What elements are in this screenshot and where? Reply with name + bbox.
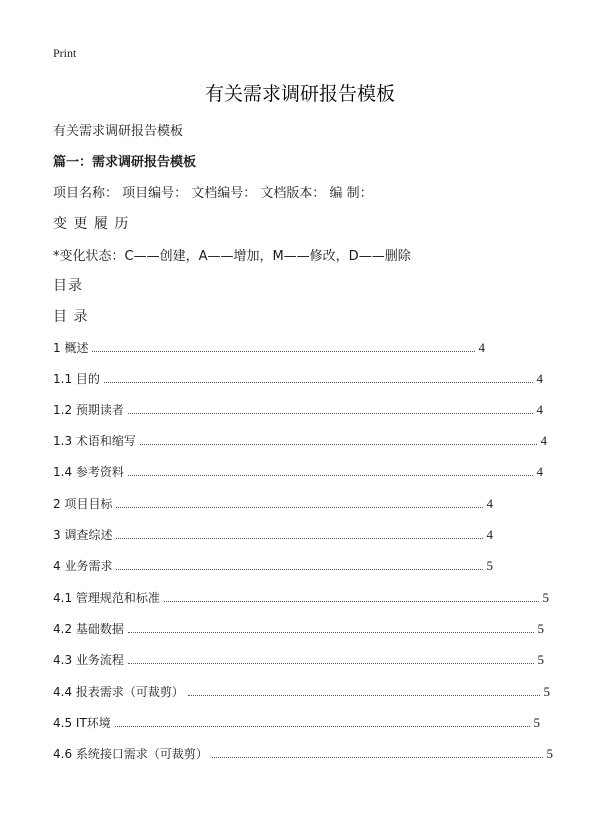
toc-entry-label: 4.4 报表需求（可裁剪） <box>53 685 184 699</box>
toc-row[interactable] <box>53 431 547 449</box>
toc-heading: 目 录 <box>53 309 89 325</box>
change-history-heading: 变 更 履 历 <box>53 216 130 232</box>
toc-page-number: 4 <box>486 496 493 511</box>
toc-page-number: 4 <box>536 402 543 417</box>
fields-line: 项目名称： 项目编号： 文档编号： 文档版本： 编 制： <box>53 186 373 201</box>
toc-row[interactable] <box>53 400 543 418</box>
toc-page-number: 4 <box>536 371 543 386</box>
toc-leader <box>140 444 537 445</box>
toc-leader <box>128 475 533 476</box>
toc-page-number: 5 <box>537 621 544 636</box>
change-legend: *变化状态：C——创建，A——增加，M——修改，D——删除 <box>53 249 411 264</box>
toc-entry-label: 1.3 术语和缩写 <box>53 434 136 448</box>
toc-leader <box>128 413 533 414</box>
toc-row[interactable] <box>53 556 493 574</box>
toc-row[interactable] <box>53 338 485 356</box>
toc-entry-label: 4.2 基础数据 <box>53 622 124 636</box>
toc-leader <box>188 695 540 696</box>
document-title: 有关需求调研报告模板 <box>204 83 395 105</box>
toc-row[interactable] <box>53 744 553 762</box>
toc-page-number: 5 <box>537 652 544 667</box>
toc-leader <box>128 663 534 664</box>
toc-entry-label: 1 概述 <box>53 341 89 355</box>
toc-page-number: 4 <box>486 527 493 542</box>
toc-page-number: 5 <box>542 590 549 605</box>
toc-entry-label: 1.4 参考资料 <box>53 465 124 479</box>
toc-leader <box>116 507 482 508</box>
toc-entry-label: 1.2 预期读者 <box>53 403 124 417</box>
toc-row[interactable] <box>53 462 543 480</box>
toc-page-number: 5 <box>533 715 540 730</box>
toc-row[interactable] <box>53 682 550 700</box>
toc-leader <box>92 351 474 352</box>
toc-leader <box>116 538 482 539</box>
toc-page-number: 5 <box>546 746 553 761</box>
toc-row[interactable] <box>53 369 543 387</box>
toc-entry-label: 1.1 目的 <box>53 372 100 386</box>
subtitle: 有关需求调研报告模板 <box>53 124 184 139</box>
toc-row[interactable] <box>53 525 493 543</box>
toc-leader <box>128 632 534 633</box>
toc-row[interactable] <box>53 713 540 731</box>
toc-leader <box>164 601 539 602</box>
toc-label: 目录 <box>53 278 83 294</box>
toc-row[interactable] <box>53 650 544 668</box>
toc-entry-label: 4.3 业务流程 <box>53 653 124 667</box>
toc-leader <box>115 726 530 727</box>
toc-leader <box>116 569 482 570</box>
toc-row[interactable] <box>53 619 544 637</box>
toc-entry-label: 4 业务需求 <box>53 559 113 573</box>
toc-page-number: 5 <box>543 684 550 699</box>
toc-entry-label: 4.5 IT环境 <box>53 716 111 730</box>
section-heading: 篇一：需求调研报告模板 <box>53 155 197 170</box>
toc-page-number: 5 <box>486 558 493 573</box>
toc-page-number: 4 <box>536 464 543 479</box>
toc-row[interactable] <box>53 588 549 606</box>
toc-entry-label: 4.6 系统接口需求（可裁剪） <box>53 747 208 761</box>
toc-page-number: 4 <box>478 340 485 355</box>
print-label: Print <box>53 46 77 60</box>
toc-leader <box>104 382 533 383</box>
toc-row[interactable] <box>53 494 493 512</box>
toc-leader <box>212 757 543 758</box>
toc-entry-label: 2 项目目标 <box>53 497 113 511</box>
toc-entry-label: 3 调查综述 <box>53 528 113 542</box>
toc-entry-label: 4.1 管理规范和标准 <box>53 591 160 605</box>
toc-page-number: 4 <box>540 433 547 448</box>
